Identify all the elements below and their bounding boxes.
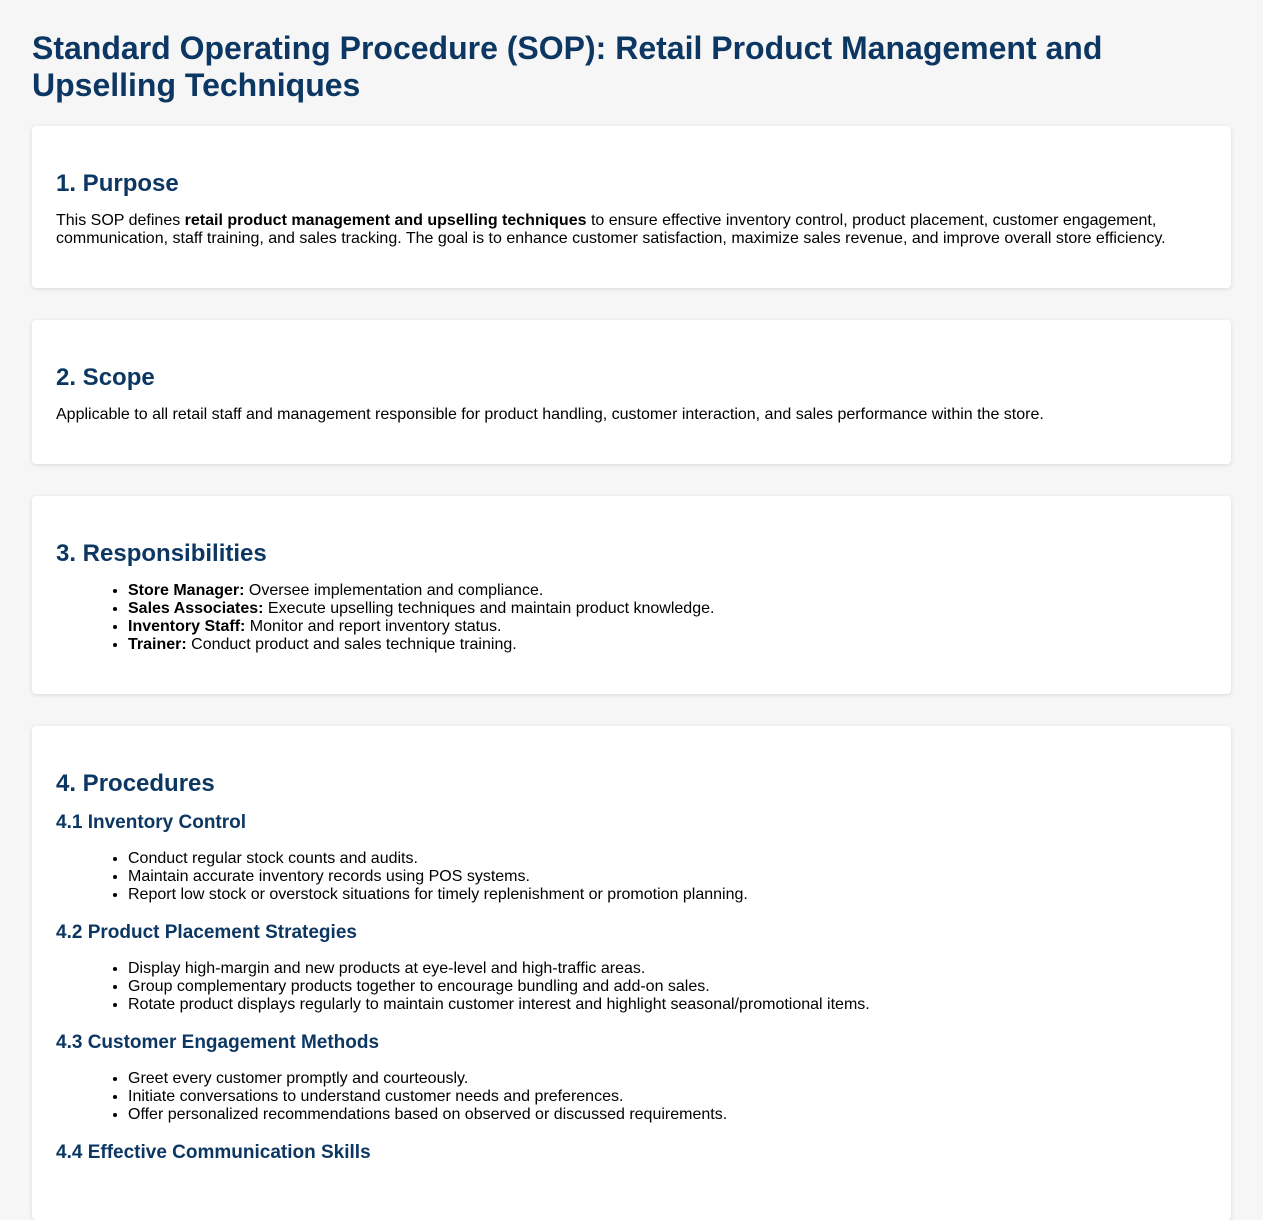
- customer-engagement-list: [56, 1070, 1207, 1124]
- subsection-heading-inventory-control: 4.1 Inventory Control: [56, 812, 247, 833]
- role-description: Conduct product and sales technique training.: [186, 636, 517, 653]
- procedures-card: [32, 726, 1231, 1220]
- role-label: Trainer:: [128, 636, 187, 653]
- responsibilities-card: [32, 496, 1231, 694]
- purpose-text-before: This SOP defines: [56, 212, 185, 229]
- list-item: • Offer personalized recommendations based on observed or discussed requirements.: [128, 1106, 1207, 1124]
- list-item: [128, 618, 1207, 636]
- purpose-text-after: to ensure effective inventory control, product placement, customer engagement, communication, staff training, and sales tracking. The goal is to enhance customer satisfaction, maximize sales revenue, and improve overall store efficiency.: [56, 212, 1166, 247]
- list-item: • Greet every customer promptly and courteously.: [128, 1070, 1207, 1088]
- list-item: [128, 600, 1207, 618]
- subsection-heading-customer-engagement: 4.3 Customer Engagement Methods: [56, 1032, 380, 1053]
- role-label: Store Manager:: [128, 582, 245, 599]
- list-item: • Group complementary products together to encourage bundling and add-on sales.: [128, 978, 1207, 996]
- subsection-heading-product-placement: 4.2 Product Placement Strategies: [56, 922, 357, 943]
- purpose-text-bold: retail product management and upselling techniques: [184, 212, 587, 229]
- scope-text: Applicable to all retail staff and management responsible for product handling, customer interaction, and sales performance within the store.: [56, 406, 1044, 423]
- subsection-heading-communication-skills: 4.4 Effective Communication Skills: [56, 1142, 371, 1163]
- purpose-card: [32, 126, 1231, 288]
- list-item: • Display high-margin and new products at eye-level and high-traffic areas.: [128, 960, 1207, 978]
- responsibilities-heading: 3. Responsibilities: [56, 540, 267, 567]
- purpose-heading: 1. Purpose: [56, 170, 179, 197]
- list-item: [128, 582, 1207, 600]
- list-item: • Report low stock or overstock situations for timely replenishment or promotion planning.: [128, 886, 1207, 904]
- list-item: [128, 636, 1207, 654]
- role-label: Inventory Staff:: [128, 618, 246, 635]
- role-label: Sales Associates:: [128, 600, 264, 617]
- list-item: • Maintain accurate inventory records using POS systems.: [128, 868, 1207, 886]
- scope-card: [32, 320, 1231, 464]
- role-description: Oversee implementation and compliance.: [244, 582, 544, 599]
- inventory-control-list: [56, 850, 1207, 904]
- product-placement-list: [56, 960, 1207, 1014]
- role-description: Execute upselling techniques and maintain product knowledge.: [263, 600, 715, 617]
- role-description: Monitor and report inventory status.: [245, 618, 502, 635]
- list-item: • Conduct regular stock counts and audits.: [128, 850, 1207, 868]
- list-item: • Initiate conversations to understand customer needs and preferences.: [128, 1088, 1207, 1106]
- list-item: • Rotate product displays regularly to maintain customer interest and highlight seasonal/promotional items.: [128, 996, 1207, 1014]
- scope-heading: 2. Scope: [56, 364, 155, 391]
- page-title: Standard Operating Procedure (SOP): Retail Product Management and Upselling Techniques: [32, 30, 1103, 103]
- responsibilities-list: [56, 582, 1207, 654]
- procedures-heading: 4. Procedures: [56, 770, 215, 797]
- purpose-text: [56, 212, 1207, 248]
